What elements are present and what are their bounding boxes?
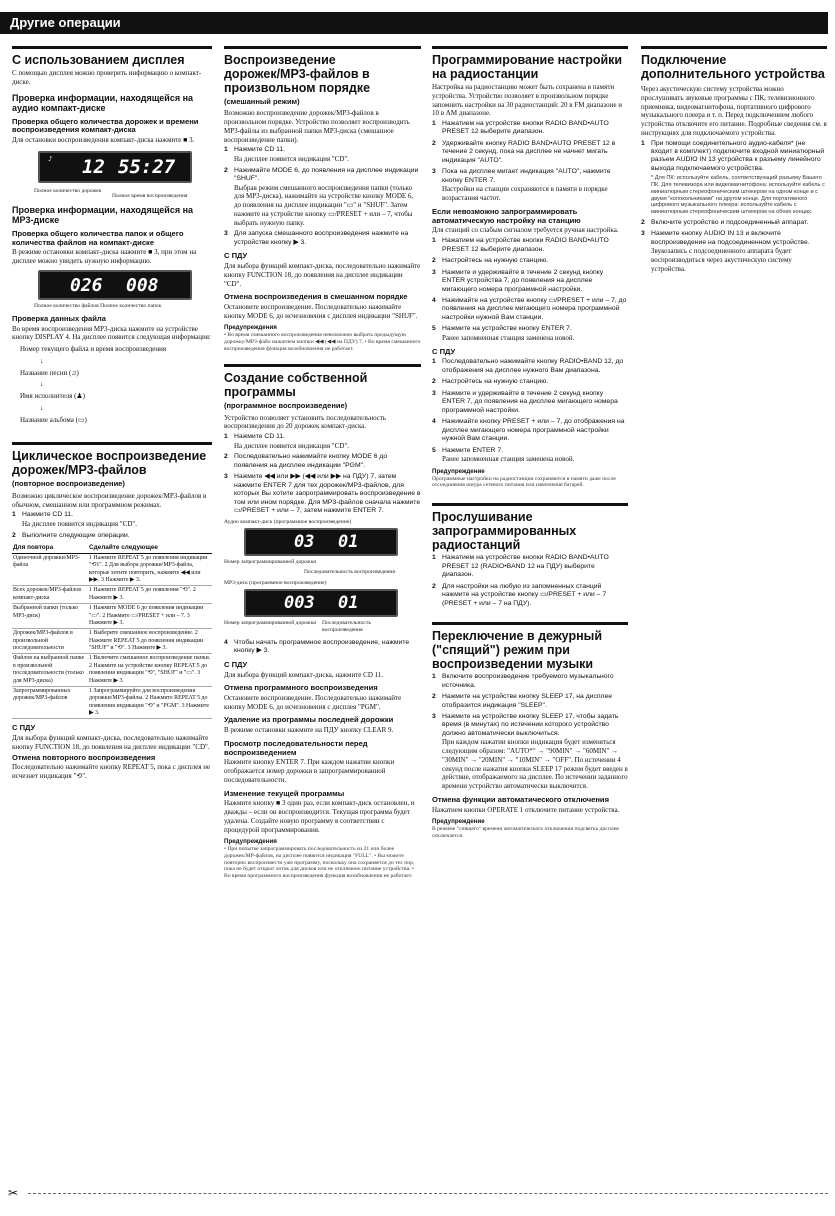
lcd-display-program-audio (244, 528, 398, 556)
lcd-caption-right: Полное время воспроизведения (112, 192, 188, 199)
table-header: Сделайте следующее (88, 543, 212, 554)
step-item: 1 Нажатием на устройстве кнопки RADIO BAND•AUTO PRESET 12 (RADIO•BAND 12 на ПДУ) выберите диапазон. (432, 554, 609, 579)
step-item: 3 Нажмите и удерживайте в течение 2 секунд кнопку ENTER устройства 7, до появления на дисплее мигающего номера программной настройки. (432, 268, 604, 293)
table-row: Выбранной папки (только MP3-диск) 1 Нажмите MODE 6 до появления индикации "▭". 2 Нажмите ▭/PRESET + или – 7. 3 Нажмите ▶ 3. (12, 604, 212, 629)
note-text: В режиме "спящего" времени автоматического отключения подсветка дисплея отключается. (432, 826, 619, 839)
program-intro: Устройство позволяет установить последовательность воспроизведения до 20 дорожек компакт-диска. (224, 413, 387, 431)
step-item: 1 При помощи соединительного аудио-кабеля* (не входит в комплект) подключите входной миниатюрный разъем AUDIO IN 13 устройства к разъему линейного выхода подключаемого устройства. * Для ПК: используйте кабель, соответствующий разъему Вашего ПК. Для телевизора или видеомагнитофона: используйте кабель с миниатюрным стереофоническим штекером на одном конце и с двумя "колокольчиками" на другом конце. Для портативного цифрового музыкального плеера: используйте кабель с миниатюрным стереофоническим штекером на обоих концах. (641, 140, 827, 216)
cancel-text: Остановите воспроизведение. Последовательно нажимайте кнопку MODE 6, до исчезновения с дисплея индикации "SHUF". (224, 302, 418, 320)
section-title-sleep: Переключение в дежурный ("спящий") режим при воспроизведении музыки (432, 629, 603, 672)
page-title: Другие операции (10, 15, 121, 30)
program-steps (224, 433, 421, 516)
change-heading: Изменение текущей программы (224, 788, 345, 798)
divider (224, 364, 421, 367)
step-item: 2 Нажмите на устройстве кнопку SLEEP 17, на дисплее отобразится индикация "SLEEP". (432, 693, 613, 709)
lcd-value: 003 (284, 592, 315, 613)
note-text: • Во время смешанного воспроизведения невозможно выбрать предыдущую дорожку/MP3-файл нажатием кнопки ◀◀ (◀◀ на ПДУ) 7. • Во время смешанного воспроизведения функция возобновления не работает. (224, 332, 421, 352)
column-3 (432, 46, 628, 840)
lcd-audio-caption: Аудио компакт-диск (программное воспроизведение) (224, 518, 352, 525)
lcd-mp3-caption: MP3-диск (программное воспроизведение) (224, 579, 327, 586)
shuffle-intro: Возможно воспроизведение дорожек/MP3-файлов в произвольном порядке. Устройство позволяет воспроизводить MP3-файлы из выбранной папки MP3-диска (смешанное воспроизведение папки). (224, 109, 410, 144)
step-item: 2 Настройтесь на нужную станцию. (432, 257, 549, 265)
scissors-icon: ✂ (8, 1186, 19, 1200)
tuning-intro: Настройка на радиостанцию может быть сохранена в памяти устройства. Устройство позволяет в произвольном порядке запомнить настройки на 30 радиостанций: 20 в FM диапазоне и 10 в AM диапазоне. (432, 83, 622, 118)
step-item: 1 Нажатием на устройстве кнопки RADIO BAND•AUTO PRESET 12 выберите диапазон. (432, 120, 609, 136)
note-heading: Предупреждения (224, 838, 277, 846)
section-title-display: С использованием дисплея (12, 53, 185, 67)
lcd-value: 01 (338, 531, 359, 552)
mp3-subheading: Проверка общего количества папок и общего количества файлов на компакт-диске (12, 229, 184, 247)
repeat-intro: Возможно циклическое воспроизведение дорожек/MP3-файлов в обычном, смешанном или программном режимах. (12, 491, 207, 509)
cancel-text: Последовательно нажимайте кнопку REPEAT 5, пока с дисплея не исчезнет индикация "⟲". (12, 763, 211, 781)
lcd-tracks: 12 (82, 155, 105, 178)
file-text: Во время воспроизведения MP3-диска нажмите на устройстве кнопку DISPLAY 4. На дисплее появится следующая информация: (12, 324, 211, 342)
step-item: 3 Нажмите на устройстве кнопку SLEEP 17, чтобы задать время (в минутах) по истечении которого устройство должно автоматически выключиться. При каждом нажатии кнопки индикация будет изменяться следующим образом: "AUTO*" → "90MIN" → "60MIN" → "30MIN" → "20MIN" → "10MIN" → "OFF". По истечении 4 секунд после нажатия кнопки SLEEP 17 режим будет введен в действие, отображаемого на дисплее. По истечении заданного времени устройство автоматически выключится. (432, 712, 628, 791)
step-item: 5 Нажмите на устройстве кнопку ENTER 7. Ранее запомненная станция заменена новой. (432, 325, 575, 342)
section-title-tuning: Программирование настройки на радиостанции (432, 53, 623, 81)
column-4 (641, 46, 827, 276)
divider (432, 46, 628, 49)
step-item: 3 Нажмите ◀◀ или ▶▶ (◀◀ или ▶▶ на ПДУ) 7, затем нажмите ENTER 7 для тех дорожек/MP3-файлов, для которых Вы хотите запрограммировать воспроизведение в том или ином порядке. Для MP3-файлов сначала нажмите ▭/PRESET + или – 7, затем нажмите ENTER 7. (224, 473, 421, 515)
pdu-heading: С ПДУ (224, 659, 248, 669)
mp3-text: В режиме остановки компакт-диска нажмите ■ 3, при этом на дисплее можно увидеть нужную информацию. (12, 248, 197, 266)
step-item: 2 Последовательно нажимайте кнопку MODE 6 до появления на дисплее индикации "PGM". (224, 453, 388, 469)
divider (12, 442, 212, 445)
step-item: 2 Для настройки на любую из запомненных станций нажмите на устройстве кнопку ▭/PRESET + или – 7 (PRESET + или – 7 на ПДУ). (432, 582, 607, 607)
cancel-heading: Отмена программного воспроизведения (224, 683, 378, 693)
info-flow: Номер текущего файла и время воспроизведения ↓ Название песни (♫) ↓ Имя исполнителя (♟) ↓ Название альбома (▭) (20, 345, 212, 424)
program-step-4 (224, 639, 421, 656)
delete-text: В режиме остановки нажмите на ПДУ кнопку CLEAR 9. (224, 726, 394, 735)
sleep-steps (432, 673, 628, 791)
divider (12, 46, 212, 49)
pdu-text: Для выбора функций компакт-диска, последовательно нажимайте кнопку FUNCTION 18, до появления на дисплее индикации "CD". (224, 262, 421, 288)
listen-steps (432, 554, 628, 608)
lcd-caption-right: Последовательность воспроизведения (304, 568, 396, 575)
tuning-steps (432, 120, 628, 203)
column-1 (12, 46, 212, 783)
step-item: 2 Включите устройство и подсоединенный аппарат. (641, 218, 809, 226)
pdu-heading: С ПДУ (432, 346, 456, 356)
section-title-program: Создание собственной программы (224, 371, 368, 400)
table-row: Дорожек/MP3-файлов в произвольной последовательности 1 Выберите смешанное воспроизведение. 2 Нажмите REPEAT 5 до появления индикации "SHUF" и "⟲". 3 Нажмите ▶ 3. (12, 629, 212, 654)
note-text: • При попытке запрограммировать последовательность из 21 или более дорожек/MP-файлов, на дисплее появится индикация "FULL". • Вы можете повторно воспроизвести уже программу, поскольку она сохраняется до тех пор, пока не будет открыт лоток для дисков или не отключено питание устройства. • Во время программного воспроизведения функция возобновления не работает. (224, 846, 415, 879)
table-header: Для повтора (12, 543, 88, 554)
file-heading: Проверка данных файла (12, 313, 106, 323)
change-text: Нажмите кнопку ■ 3 один раз, если компакт-диск остановлен, и дважды – если он воспроизводится. Текущая программа будет удалена. Создайте новую программу в соответствии с процедурой программирования. (224, 799, 415, 834)
step-item: 4 Нажимайте на устройстве кнопку ▭/PRESET + или – 7, до появления на дисплее мигающего номера программной настройки нужной Вам станции. (432, 296, 627, 321)
lcd-display-audio (38, 151, 192, 183)
mp3-heading: Проверка информации, находящейся на MP3-диске (12, 204, 194, 225)
flow-item: Имя исполнителя (♟) (20, 392, 86, 401)
section-title-listen: Прослушивание запрограммированных радиостанций (432, 510, 577, 553)
manual-steps (432, 237, 628, 343)
step-item: 3 Нажмите кнопку AUDIO IN 13 и включите воспроизведение на подсоединенном устройстве. Звукозапись с подсоединенного аппарата будет воспроизводиться через акустическую систему устройства. (641, 230, 810, 273)
pdu-text: Для выбора функций компакт-диска, нажмите CD 11. (224, 670, 384, 679)
step-item: 2 Выполните следующие операции. (12, 531, 130, 539)
program-tag: (программное воспроизведение) (224, 401, 348, 411)
table-row: Запрограммированных дорожек/MP3-файлов 1 Запрограммируйте для воспроизведения дорожки/MP3-файлы. 2 Нажмите REPEAT 5 до появления индикации "⟲" и "PGM". 3 Нажмите ▶ 3. (12, 686, 212, 719)
table-row: Файлов на выбранной папке в произвольной последовательности (только для MP3-диска) 1 Включите смешанное воспроизведение папки. 2 Нажмите на устройстве кнопку REPEAT 5 до появления индикации "⟲", "SHUF" и "▭". 3 Нажмите ▶ 3. (12, 654, 212, 687)
divider (224, 46, 421, 49)
cancel-text: Остановите воспроизведение. Последовательно нажимайте кнопку MODE 6, до исчезновения с дисплея "PGM". (224, 693, 402, 711)
manual-text: Для станций со слабым сигналом требуется ручная настройка. (432, 226, 619, 235)
note-heading: Предупреждение (432, 818, 485, 826)
lcd-value: 03 (294, 531, 315, 552)
lcd-files: 008 (126, 274, 159, 296)
pdu-heading: С ПДУ (224, 251, 248, 261)
section-title-shuffle: Воспроизведение дорожек/MP3-файлов в произвольном порядке (224, 53, 371, 95)
step-item: 1 Нажмите CD 11. На дисплее появится индикация "CD". (12, 511, 137, 528)
lcd-folders: 026 (70, 274, 103, 296)
step-item: 2 Нажимайте MODE 6, до появления на дисплее индикации "SHUF". Выбрав режим смешанного воспроизведения папки (только для MP3-диска), нажимайте на устройстве кнопку MODE 6, до появления на дисплее индикации "▭" и "SHUF". Затем нажмите на устройстве кнопку ▭/PRESET + или – 7, чтобы выбрать нужную папку. (224, 166, 419, 227)
cancel-text: Нажатием кнопки OPERATE 1 отключите питание устройства. (432, 805, 620, 814)
manual-heading: Если невозможно запрограммировать автоматическую настройку на станцию (432, 206, 581, 225)
audio-cd-text: Для остановки воспроизведения компакт-диска нажмите ■ 3. (12, 136, 195, 145)
section-title-repeat: Циклическое воспроизведение дорожек/MP3-файлов (12, 449, 207, 478)
lcd-display-program-mp3 (244, 589, 398, 617)
step-item: 1 Последовательно нажимайте кнопку RADIO•BAND 12, до отображения на дисплее нужного Вам диапазона. (432, 358, 624, 374)
note-heading: Предупреждение (432, 467, 485, 475)
step-item: 3 Нажмите и удерживайте в течение 2 секунд кнопку ENTER 7, до появления на дисплее мигающего номера программной настройки. (432, 389, 618, 414)
repeat-tag: (повторное воспроизведение) (12, 479, 125, 489)
lcd-time: 55:27 (118, 155, 176, 178)
pdu-text: Для выбора функций компакт-диска, последовательно нажимайте кнопку FUNCTION 18, до появления на дисплее индикации "CD". (12, 734, 210, 751)
note-icon: ♪ (48, 154, 53, 163)
step-item: 1 Включите воспроизведение требуемого музыкального источника. (432, 673, 614, 689)
note-text: Программные настройки на радиостанции сохраняются в памяти даже после отсоединения шнура сетевого питания или извлечения батарей. (432, 475, 616, 489)
shuffle-tag: (смешанный режим) (224, 97, 300, 106)
repeat-steps (12, 511, 212, 540)
connect-intro: Через акустическую систему устройства можно прослушивать звуковые программы с ПК, телевизионного приемника, видеомагнитофона, портативного цифрового музыкального плеера и т. п. Перед подключением любого устройства отключите его питание. Подробные сведения см. в инструкциях для подключаемого устройства. (641, 85, 827, 137)
cancel-heading: Отмена функции автоматического отключения (432, 794, 610, 804)
step-item: 4 Чтобы начать программное воспроизведение, нажмите кнопку ▶ 3. (224, 638, 410, 655)
cut-line (28, 1193, 828, 1194)
divider (641, 46, 827, 49)
note-heading: Предупреждения (224, 324, 277, 332)
header-bar (0, 12, 828, 34)
cancel-heading: Отмена воспроизведения в смешанном порядке (224, 292, 408, 302)
lcd-caption-left: Номер запрограммированной дорожки (224, 619, 317, 626)
step-item: 4 Нажимайте кнопку PRESET + или – 7, до отображения на дисплее мигающего номера программной настройки нужной Вам станции. (432, 418, 625, 443)
flow-item: Название альбома (▭) (20, 415, 87, 424)
lcd-caption-right: Последовательность воспроизведения (322, 619, 371, 633)
lcd-value: 01 (338, 592, 359, 613)
pdu-steps (432, 358, 628, 464)
audio-cd-subheading: Проверка общего количества дорожек и времени воспроизведения компакт-диска (12, 116, 199, 135)
delete-heading: Удаление из программы последней дорожки (224, 715, 394, 725)
divider (432, 622, 628, 625)
shuffle-steps (224, 146, 421, 247)
lcd-caption-left: Полное количество дорожек (34, 187, 102, 194)
flow-item: Название песни (♫) (20, 368, 79, 377)
flow-item: Номер текущего файла и время воспроизведения (20, 345, 167, 354)
section-title-connect: Подключение дополнительного устройства (641, 53, 825, 81)
connect-steps (641, 140, 827, 274)
column-2 (224, 46, 421, 880)
lcd-display-mp3 (38, 270, 192, 300)
lcd-caption-left: Номер запрограммированной дорожки (224, 558, 317, 565)
footnote: * Для ПК: используйте кабель, соответствующий разъему Вашего ПК. Для телевизора или видеомагнитофона: используйте кабель с миниатюрным стереофоническим штекером на одном конце и с двумя "колокольчиками" на другом конце. Для портативного цифрового музыкального плеера: используйте кабель с миниатюрным стереофоническим штекером на обоих концах. (651, 175, 825, 215)
divider (432, 503, 628, 506)
step-item: 2 Настройтесь на нужную станцию. (432, 378, 549, 386)
pdu-heading: С ПДУ (12, 723, 36, 733)
lcd-caption: Полное количество файлов Полное количество папок (34, 302, 162, 309)
step-item: 1 Нажмите CD 11. На дисплее появится индикация "CD". (224, 433, 349, 450)
step-item: 1 Нажатием на устройстве кнопки RADIO BAND•AUTO PRESET 12 выберите диапазон. (432, 237, 609, 253)
view-heading: Просмотр последовательности перед воспроизведением (224, 738, 368, 757)
table-row: Одиночной дорожки/MP3-файла 1 Нажмите REPEAT 5 до появления индикации "⟲1". 2 Для выбора дорожки/MP3-файла, которые хотите повторить, нажмите ◀◀ или ▶▶. 3 Нажмите ▶ 3. (12, 553, 212, 586)
display-intro: С помощью дисплея можно проверить информацию о компакт-диске. (12, 69, 202, 86)
repeat-table (12, 543, 212, 720)
table-row: Всех дорожек/MP3-файлов компакт-диска 1 Нажмите REPEAT 5 до появления "⟲". 2 Нажмите ▶ 3. (12, 586, 212, 604)
step-item: 3 Для запуска смешанного воспроизведения нажмите на устройстве кнопку ▶ 3. (224, 230, 409, 246)
audio-cd-heading: Проверка информации, находящейся на аудио компакт-диске (12, 92, 194, 113)
step-item: 1 Нажмите CD 11. На дисплее появится индикация "CD". (224, 146, 349, 163)
step-item: 2 Удерживайте кнопку RADIO BAND•AUTO PRESET 12 в течение 2 секунд, пока на дисплее не начнет мигать индикация "AUTO". (432, 139, 616, 164)
view-text: Нажмите кнопку ENTER 7. При каждом нажатии кнопки отображается номер дорожки в запрограммированной последовательности. (224, 758, 395, 784)
step-item: 3 Пока на дисплее мигает индикация "AUTO", нажмите кнопку ENTER 7. Настройки на станции сохраняются в памяти в порядке возрастания частот. (432, 168, 611, 203)
cancel-heading: Отмена повторного воспроизведения (12, 752, 156, 762)
step-item: 5 Нажмите ENTER 7. Ранее запомненная станция заменена новой. (432, 446, 575, 464)
